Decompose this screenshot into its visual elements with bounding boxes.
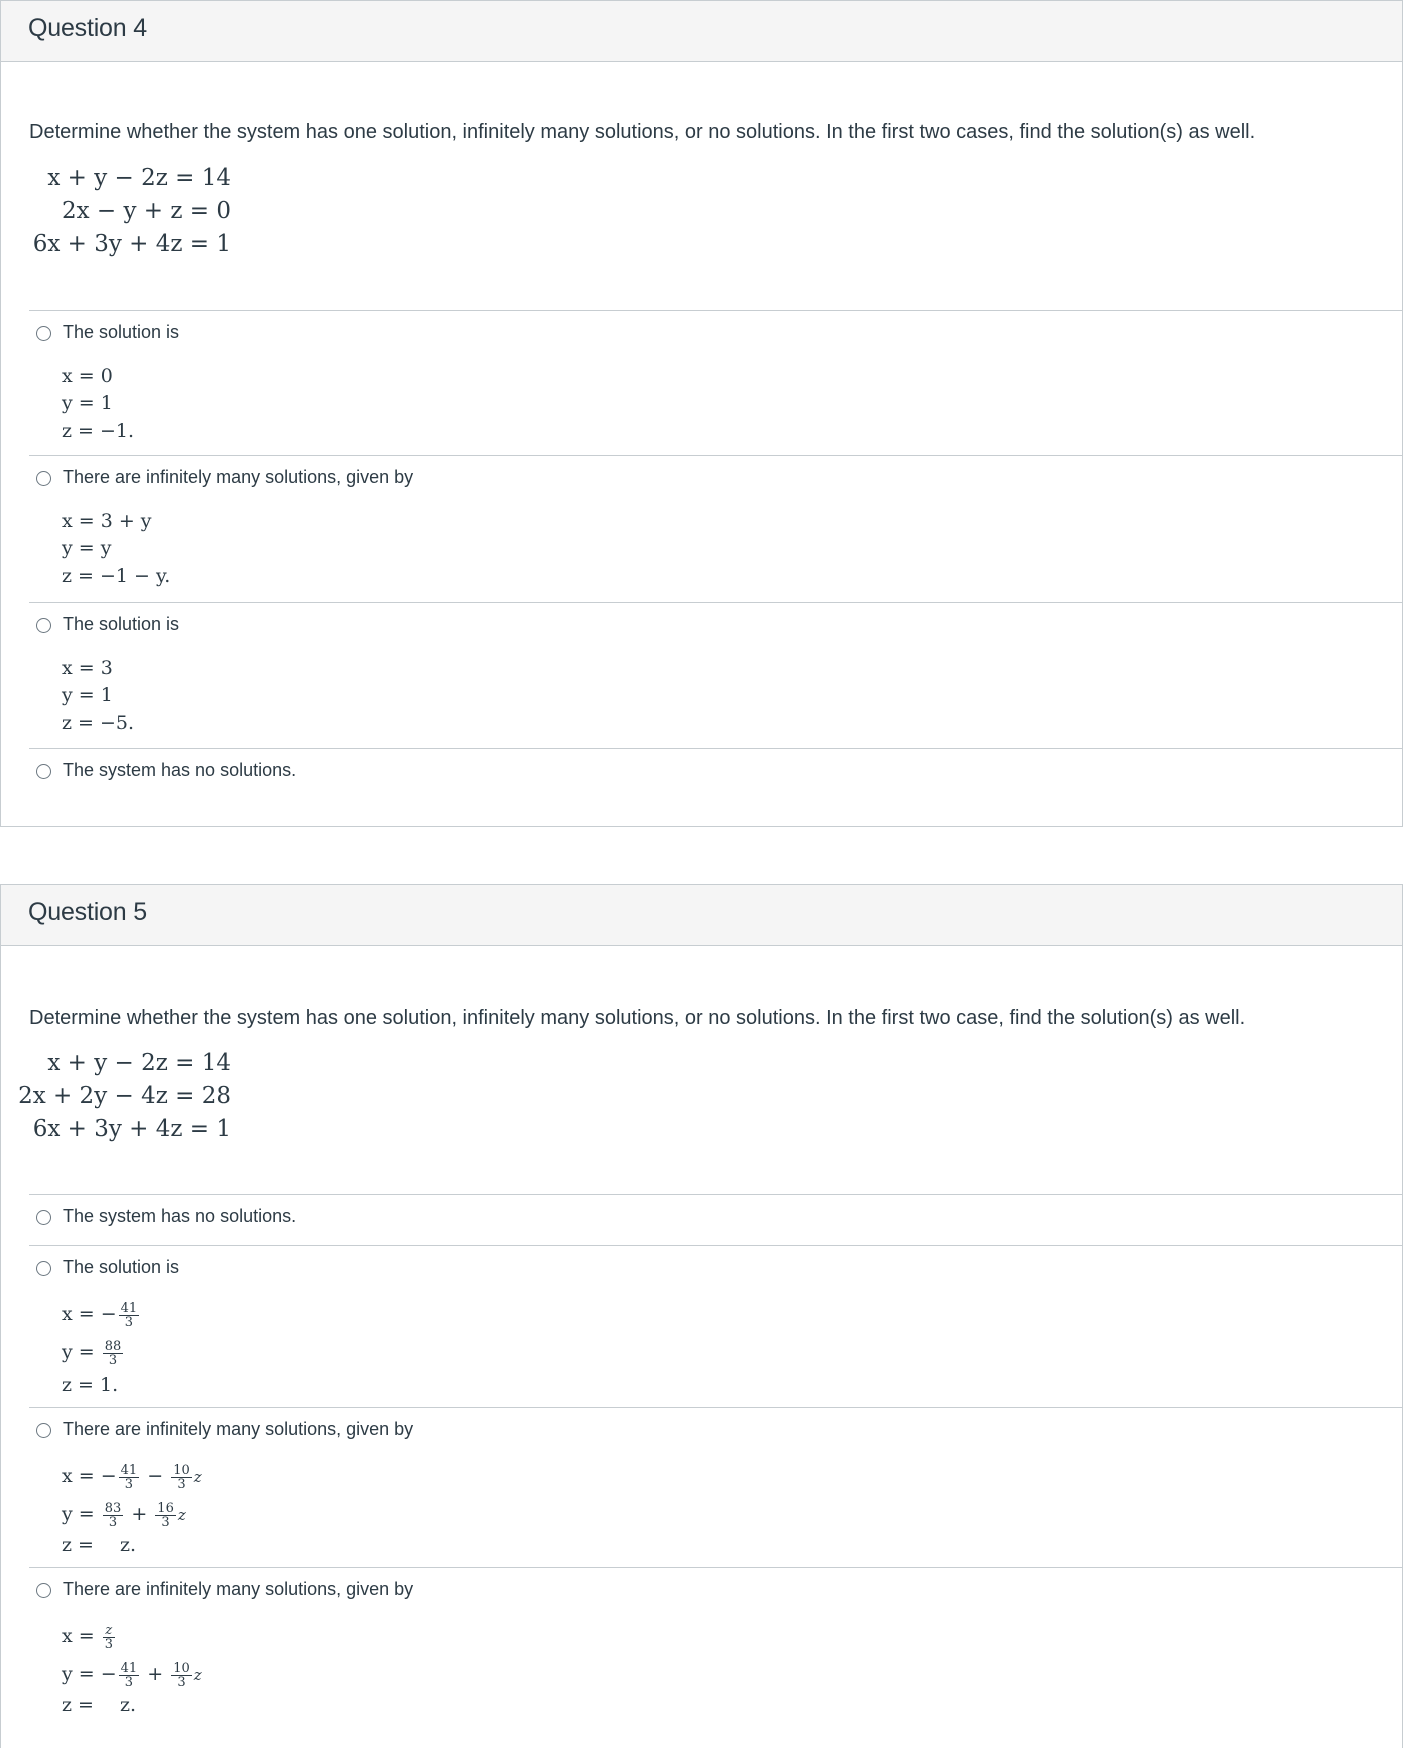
answer-option[interactable] <box>29 1407 1402 1567</box>
fraction: $\frac{41}{3}$ <box>120 1660 138 1690</box>
answer-label: The system has no solutions. <box>63 1206 297 1226</box>
answer-label: The solution is <box>63 1257 180 1277</box>
solution-line: y = − $\frac{41}{3}$ + $\frac{10}{3}$ z <box>62 1660 202 1690</box>
answer-option[interactable] <box>29 1567 1402 1750</box>
fraction: $\frac{41}{3}$ <box>120 1462 138 1492</box>
question-5-answers <box>29 1194 1402 1754</box>
question-5-card <box>0 884 1403 1748</box>
solution-line: y = 1 <box>62 684 113 706</box>
radio-button[interactable] <box>36 1210 51 1225</box>
solution-line: z = −1. <box>62 420 135 442</box>
question-5-header <box>1 885 1402 946</box>
solution-line: z = z. <box>62 1694 137 1716</box>
solution-line: x = − $\frac{41}{3}$ − $\frac{10}{3}$ z <box>62 1462 202 1492</box>
answer-option[interactable] <box>29 1194 1402 1245</box>
solution-line: z = −1 − y. <box>62 565 171 587</box>
answer-label: The system has no solutions. <box>63 760 297 780</box>
solution-line: x = $\frac{z}{3}$ <box>62 1622 113 1652</box>
solution-line: y = 1 <box>62 392 113 414</box>
question-4-answers <box>29 310 1402 830</box>
question-5-title: Question 5 <box>28 898 147 926</box>
system-equation: 6x + 3y + 4z = 1 <box>32 1116 231 1142</box>
answer-label: There are infinitely many solutions, given by <box>63 467 414 487</box>
fraction: $\frac{10}{3}$ <box>173 1462 190 1492</box>
solution-line: x = − $\frac{41}{3}$ <box>62 1300 138 1330</box>
solution-line: x = 0 <box>62 365 113 387</box>
solution-line: z = z. <box>62 1534 137 1556</box>
answer-option[interactable] <box>29 455 1402 602</box>
fraction: $\frac{83}{3}$ <box>104 1500 122 1530</box>
answer-label: There are infinitely many solutions, given by <box>63 1579 414 1599</box>
radio-button[interactable] <box>36 764 51 779</box>
question-4-title: Question 4 <box>28 14 147 42</box>
radio-button[interactable] <box>36 1583 51 1598</box>
radio-button[interactable] <box>36 618 51 633</box>
solution-line: y = $\frac{83}{3}$ + $\frac{16}{3}$ z <box>62 1500 186 1530</box>
question-4-header <box>1 1 1402 62</box>
question-5-system <box>18 1047 231 1147</box>
radio-button[interactable] <box>36 471 51 486</box>
system-equation: x + y − 2z = 14 <box>47 1050 231 1076</box>
question-4-system <box>31 162 231 262</box>
solution-line: y = y <box>62 537 112 559</box>
system-equation: 2x − y + z = 0 <box>61 198 231 224</box>
radio-button[interactable] <box>36 1261 51 1276</box>
system-equation: x + y − 2z = 14 <box>47 165 231 191</box>
fraction: $\frac{z}{3}$ <box>104 1622 113 1652</box>
radio-button[interactable] <box>36 326 51 341</box>
answer-option[interactable] <box>29 310 1402 455</box>
system-equation: 2x + 2y − 4z = 28 <box>18 1083 231 1109</box>
fraction: $\frac{16}{3}$ <box>157 1500 174 1530</box>
solution-line: x = 3 <box>62 657 113 679</box>
fraction: $\frac{88}{3}$ <box>104 1338 122 1368</box>
answer-label: The solution is <box>63 614 180 634</box>
system-equation: 6x + 3y + 4z = 1 <box>32 231 231 257</box>
solution-line: z = −5. <box>62 712 135 734</box>
answer-option[interactable] <box>29 1245 1402 1407</box>
radio-button[interactable] <box>36 1423 51 1438</box>
solution-line: x = 3 + y <box>62 510 152 532</box>
answer-label: The solution is <box>63 322 180 342</box>
question-5-prompt: Determine whether the system has one solution, infinitely many solutions, or no solutions. In the first two case, find the solution(s) as well. <box>29 1007 1246 1029</box>
answer-option[interactable] <box>29 748 1402 819</box>
fraction: $\frac{10}{3}$ <box>173 1660 190 1690</box>
question-4-card <box>0 0 1403 827</box>
question-4-prompt: Determine whether the system has one solution, infinitely many solutions, or no solutions. In the first two cases, find the solution(s) as well. <box>29 121 1256 143</box>
answer-option[interactable] <box>29 602 1402 748</box>
answer-label: There are infinitely many solutions, given by <box>63 1419 414 1439</box>
solution-line: z = 1. <box>62 1374 119 1396</box>
fraction: $\frac{41}{3}$ <box>120 1300 138 1330</box>
solution-line: y = $\frac{88}{3}$ <box>62 1338 122 1368</box>
